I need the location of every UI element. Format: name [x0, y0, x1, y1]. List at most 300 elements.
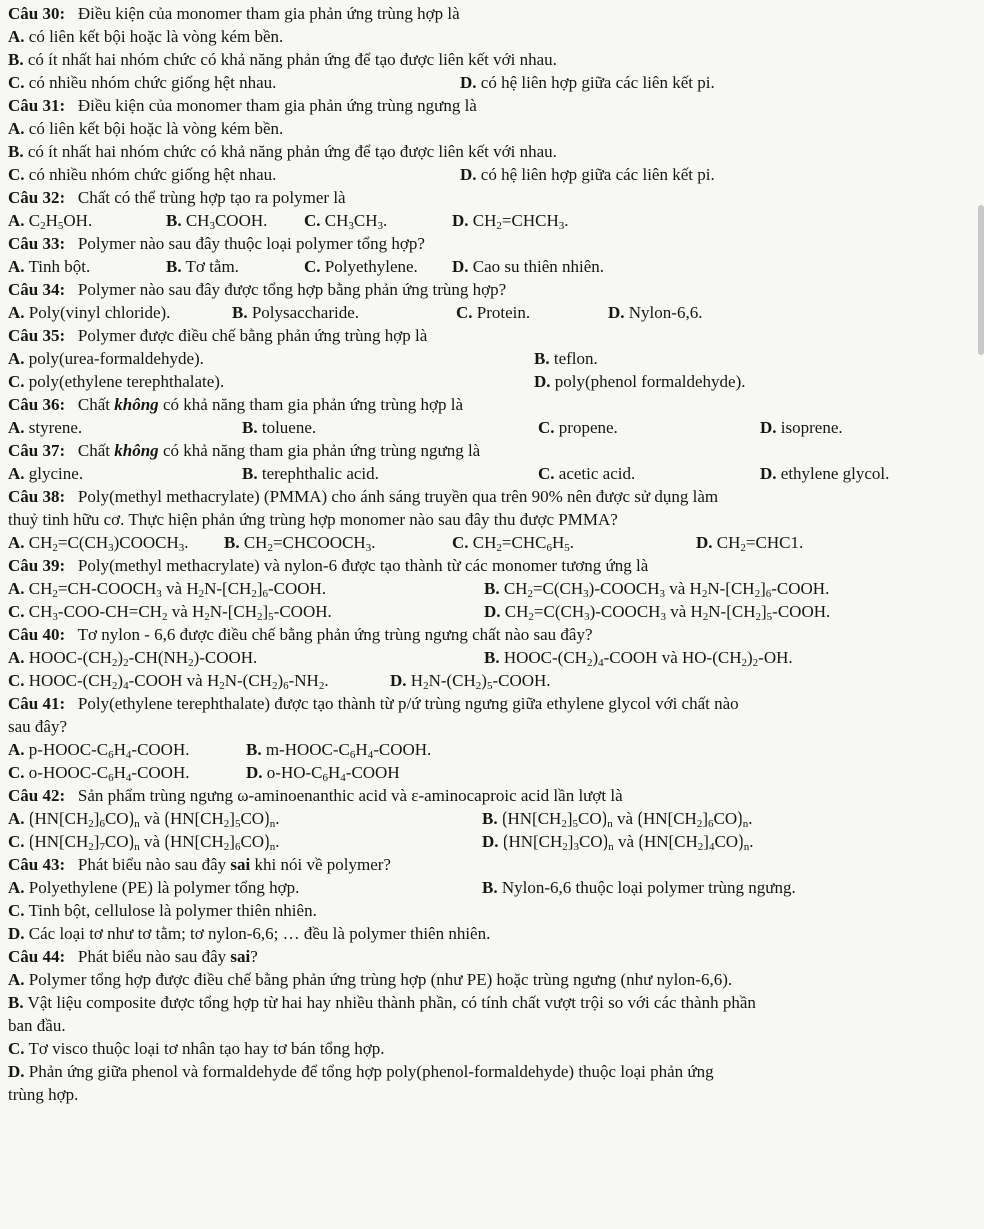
text	[460, 71, 715, 95]
option-c: C. $CH_2=CHC_6H_5$.	[452, 533, 574, 554]
subscript: 6	[546, 542, 552, 554]
option-letter: A.	[8, 211, 25, 230]
option-letter: C.	[8, 901, 25, 920]
option-letter: D.	[8, 1062, 25, 1081]
text: Chất có thể trùng hợp tạo ra polymer là	[77, 188, 346, 207]
text: Phát biểu nào sau đây	[77, 855, 227, 874]
text: Phát biểu nào sau đây	[77, 947, 227, 966]
option-letter: D.	[452, 211, 469, 230]
subscript: 2	[161, 611, 168, 623]
subscript: 5	[234, 818, 241, 830]
text	[242, 462, 379, 486]
subscript: 6	[234, 841, 241, 853]
question-37	[8, 439, 480, 463]
option-letter: B.	[482, 809, 498, 828]
text	[456, 301, 530, 325]
text	[8, 301, 170, 325]
subscript: 2	[188, 657, 194, 669]
text	[8, 347, 204, 371]
subscript: n	[269, 841, 276, 853]
subscript: 2	[754, 588, 761, 600]
option-d: có hệ liên hợp giữa các liên kết pi.	[480, 73, 715, 92]
options-ab	[8, 876, 976, 900]
option-a: Tinh bột.	[28, 257, 91, 276]
text: Phản ứng giữa phenol và formaldehyde để tổng hợp poly(phenol-formaldehyde) thuộc loại phản ứng	[28, 1062, 714, 1081]
subscript: 6	[108, 772, 114, 784]
subscript: 2	[702, 611, 709, 623]
option-letter: B.	[8, 142, 24, 161]
text: Câu 32:	[8, 188, 66, 207]
subscript: 4	[125, 772, 132, 784]
option-letter: B.	[242, 418, 258, 437]
option-b-cont	[8, 1014, 66, 1038]
options-ab	[8, 577, 976, 601]
subscript: 6	[322, 772, 328, 784]
option-d: D. $CH_2=CHCH_3$.	[452, 211, 569, 232]
option-b: B. $⟮HN[CH_2]_5CO⟯_n$ và $⟮HN[CH_2]_6CO⟯_n$.	[482, 809, 753, 830]
option-c: poly(ethylene terephthalate).	[28, 372, 225, 391]
subscript: 2	[740, 542, 746, 554]
question-31	[8, 94, 477, 118]
question-43	[8, 853, 391, 877]
text	[8, 416, 82, 440]
text: Câu 43:	[8, 855, 66, 874]
option-b: B. $m-HOOC-C_6H_4$-COOH.	[246, 740, 432, 761]
options-cd	[8, 669, 976, 693]
text: Poly(methyl methacrylate) (PMMA) cho ánh sáng truyền qua trên 90% nên được sử dụng làm	[77, 487, 719, 506]
subscript: 5	[766, 611, 773, 623]
options-ab	[8, 807, 976, 831]
subscript: 6	[108, 749, 114, 761]
subscript: 6	[262, 588, 268, 600]
options-cd	[8, 163, 976, 187]
text	[538, 462, 635, 486]
option-letter: A.	[8, 970, 25, 989]
text	[166, 255, 239, 279]
option-letter: A.	[8, 533, 25, 552]
option-c	[8, 899, 317, 923]
option-letter: D.	[452, 257, 469, 276]
text	[534, 370, 746, 394]
option-c: acetic acid.	[558, 464, 636, 483]
text: sau đây?	[8, 717, 68, 736]
option-letter: C.	[8, 165, 25, 184]
subscript: 3	[52, 611, 58, 623]
option-a: A. $⟮HN[CH_2]_6CO⟯_n$ và $⟮HN[CH_2]_5CO⟯_n$.	[8, 809, 280, 830]
subscript: 2	[111, 680, 118, 692]
option-letter: C.	[8, 832, 25, 851]
text: Polymer được điều chế bằng phản ứng trùng hợp là	[77, 326, 428, 345]
question-42	[8, 784, 623, 808]
option-letter: C.	[304, 257, 321, 276]
option-c: C. $CH_3-COO-CH=CH_2$ và $H_2N-[CH_2]_5$-COOH.	[8, 602, 332, 623]
option-b: B. $CH_3COOH$.	[166, 211, 268, 232]
subscript: 2	[271, 680, 278, 692]
option-letter: B.	[484, 648, 500, 667]
option-letter: A.	[8, 809, 25, 828]
subscript: 3	[156, 588, 162, 600]
subscript: 5	[57, 220, 64, 232]
text: Điều kiện của monomer tham gia phản ứng trùng ngưng là	[77, 96, 477, 115]
question-text: Điều kiện của monomer tham gia phản ứng trùng hợp là	[77, 4, 460, 23]
option-b: teflon.	[553, 349, 598, 368]
text	[760, 462, 889, 486]
option-letter: D.	[8, 924, 25, 943]
option-letter: D.	[534, 372, 551, 391]
subscript: 3	[659, 588, 666, 600]
text: Các loại tơ như tơ tằm; tơ nylon-6,6; … đều là polymer thiên nhiên.	[28, 924, 491, 943]
option-letter: A.	[8, 878, 25, 897]
subscript: 2	[40, 220, 46, 232]
option-c: C. $CH_3CH_3$.	[304, 211, 388, 232]
subscript: 3	[583, 588, 589, 600]
subscript: 3	[573, 841, 579, 853]
option-a: A. $C_2H_5OH$.	[8, 211, 93, 232]
option-letter: B.	[232, 303, 248, 322]
option-d: D. $⟮HN[CH_2]_3CO⟯_n$ và $⟮HN[CH_2]_4CO⟯_n$.	[482, 832, 754, 853]
question-39	[8, 554, 648, 578]
option-letter: A.	[8, 257, 25, 276]
option-d	[8, 1060, 714, 1084]
subscript: 4	[125, 749, 132, 761]
subscript: n	[269, 818, 276, 830]
option-letter: C.	[8, 73, 25, 92]
option-letter: D.	[608, 303, 625, 322]
question-33	[8, 232, 425, 256]
option-c: có nhiều nhóm chức giống hệt nhau.	[28, 73, 277, 92]
text: Poly(methyl methacrylate) và nylon-6 được tạo thành từ các monomer tương ứng là	[77, 556, 649, 575]
subscript: n	[134, 841, 140, 853]
options-row	[8, 531, 976, 555]
text: trùng hợp.	[8, 1085, 79, 1104]
subscript: 2	[257, 611, 263, 623]
text: có liên kết bội hoặc là vòng kém bền.	[28, 27, 284, 46]
option-letter: D.	[696, 533, 713, 552]
options-ab	[8, 347, 976, 371]
text	[538, 416, 618, 440]
text: thuỷ tinh hữu cơ. Thực hiện phản ứng trùng hợp monomer nào sau đây thu được PMMA?	[8, 510, 618, 529]
option-c: C. $⟮HN[CH_2]_7CO⟯_n$ và $⟮HN[CH_2]_6CO⟯_n$.	[8, 832, 280, 853]
option-d: D. $H_2N-(CH_2)_5$-COOH.	[390, 671, 551, 692]
text	[460, 163, 715, 187]
options-ab	[8, 646, 976, 670]
option-c: C. HOOC-$(CH_2)_4$-COOH và $H_2N-(CH_2)_6-NH_2$.	[8, 671, 329, 692]
option-b	[8, 140, 557, 164]
text: khi nói về polymer?	[254, 855, 391, 874]
text	[8, 163, 276, 187]
option-a	[8, 968, 732, 992]
subscript: 2	[123, 657, 129, 669]
option-letter: D.	[760, 418, 777, 437]
text	[242, 416, 316, 440]
option-b: terephthalic acid.	[261, 464, 379, 483]
subscript: 4	[598, 657, 604, 669]
subscript: 7	[99, 841, 105, 853]
options-cd	[8, 761, 976, 785]
text	[760, 416, 843, 440]
option-d-cont	[8, 1083, 78, 1107]
text: Câu 38:	[8, 487, 66, 506]
subscript: 2	[251, 588, 257, 600]
option-d: D. $o-HO-C_6H_4$-COOH	[246, 763, 400, 784]
option-letter: C.	[8, 671, 25, 690]
option-b	[8, 48, 557, 72]
option-letter: C.	[8, 763, 25, 782]
option-d	[8, 922, 490, 946]
text	[482, 876, 796, 900]
subscript: 6	[283, 680, 289, 692]
option-letter: A.	[8, 740, 25, 759]
option-letter: D.	[482, 832, 499, 851]
option-d: poly(phenol formaldehyde).	[554, 372, 746, 391]
option-a: Polyethylene (PE) là polymer tổng hợp.	[28, 878, 300, 897]
option-letter: B.	[8, 50, 24, 69]
subscript: 6	[708, 818, 714, 830]
option-letter: A.	[8, 579, 25, 598]
text: Chất	[77, 395, 111, 414]
option-a: Poly(vinyl chloride).	[28, 303, 171, 322]
subscript: 2	[219, 680, 225, 692]
subscript: n	[743, 841, 750, 853]
option-letter: A.	[8, 349, 25, 368]
subscript: 2	[741, 657, 747, 669]
option-d: ethylene glycol.	[780, 464, 890, 483]
option-letter: B.	[484, 579, 500, 598]
question-35	[8, 324, 427, 348]
question-44	[8, 945, 258, 969]
option-letter: C.	[8, 372, 25, 391]
text	[8, 876, 299, 900]
text: có liên kết bội hoặc là vòng kém bền.	[28, 119, 284, 138]
text: Câu 41:	[8, 694, 66, 713]
text: Câu 37:	[8, 441, 66, 460]
option-letter: C.	[538, 464, 555, 483]
text: Polymer nào sau đây được tổng hợp bằng phản ứng trùng hợp?	[77, 280, 507, 299]
subscript: n	[134, 818, 140, 830]
text: có khả năng tham gia phản ứng trùng hợp là	[162, 395, 463, 414]
text	[232, 301, 359, 325]
option-letter: B.	[166, 211, 182, 230]
options-cd	[8, 370, 976, 394]
question-36	[8, 393, 463, 417]
subscript: 2	[697, 841, 704, 853]
option-b: B. $CH_2=CHCOOCH_3$.	[224, 533, 376, 554]
text: Câu 40:	[8, 625, 66, 644]
subscript: 2	[528, 611, 534, 623]
option-a: poly(urea-formaldehyde).	[28, 349, 204, 368]
question-34	[8, 278, 506, 302]
option-a: A. $CH_2=C(CH_3)COOCH_3$.	[8, 533, 189, 554]
text: Tơ visco thuộc loại tơ nhân tạo hay tơ bán tổng hợp.	[28, 1039, 385, 1058]
text	[8, 462, 83, 486]
subscript: 2	[496, 220, 502, 232]
options-cd	[8, 71, 976, 95]
options-row	[8, 462, 976, 486]
option-d: có hệ liên hợp giữa các liên kết pi.	[480, 165, 715, 184]
option-d: Cao su thiên nhiên.	[472, 257, 605, 276]
subscript: 2	[475, 680, 482, 692]
text: Câu 31:	[8, 96, 66, 115]
subscript: 3	[377, 220, 384, 232]
question-41-cont	[8, 715, 67, 739]
option-letter: C.	[452, 533, 469, 552]
subscript: 5	[564, 542, 570, 554]
question-41	[8, 692, 739, 716]
text: Tơ nylon - 6,6 được điều chế bằng phản ứng trùng ngưng chất nào sau đây?	[77, 625, 593, 644]
option-letter: D.	[460, 73, 477, 92]
option-letter: D.	[460, 165, 477, 184]
text: sai	[230, 947, 251, 966]
scrollbar-thumb[interactable]	[978, 205, 984, 355]
option-c	[8, 1037, 385, 1061]
question-32	[8, 186, 346, 210]
text: ?	[250, 947, 258, 966]
text: ban đầu.	[8, 1016, 66, 1035]
subscript: 3	[584, 611, 590, 623]
text: có ít nhất hai nhóm chức có khả năng phản ứng để tạo được liên kết với nhau.	[27, 142, 557, 161]
subscript: 4	[367, 749, 374, 761]
options-row	[8, 301, 976, 325]
option-c: Polyethylene.	[324, 257, 418, 276]
option-letter: D.	[246, 763, 263, 782]
option-letter: C.	[8, 602, 25, 621]
option-a	[8, 117, 283, 141]
text: Câu 36:	[8, 395, 66, 414]
text	[304, 255, 418, 279]
text: Câu 44:	[8, 947, 66, 966]
subscript: n	[608, 841, 614, 853]
subscript: 2	[696, 818, 703, 830]
subscript: 5	[486, 680, 493, 692]
emphasis: không	[114, 441, 159, 460]
option-b: Nylon-6,6 thuộc loại polymer trùng ngưng.	[501, 878, 796, 897]
option-letter: C.	[304, 211, 321, 230]
option-c: C. $o-HOOC-C_6H_4$-COOH.	[8, 763, 190, 784]
question-38-cont	[8, 508, 618, 532]
subscript: 3	[108, 542, 114, 554]
subscript: 2	[701, 588, 708, 600]
options-row	[8, 255, 976, 279]
text	[8, 71, 276, 95]
option-letter: C.	[456, 303, 473, 322]
options-cd	[8, 600, 976, 624]
option-letter: B.	[224, 533, 240, 552]
text: Câu 34:	[8, 280, 66, 299]
subscript: 4	[340, 772, 346, 784]
subscript: 2	[88, 818, 94, 830]
option-b: Tơ tằm.	[185, 257, 239, 276]
option-d: isoprene.	[780, 418, 843, 437]
subscript: 6	[99, 818, 105, 830]
subscript: 2	[223, 841, 230, 853]
text	[608, 301, 702, 325]
text: Polymer tổng hợp được điều chế bằng phản ứng trùng hợp (như PE) hoặc trùng ngưng (như nylon-6,6).	[28, 970, 733, 989]
subscript: n	[607, 818, 613, 830]
option-letter: D.	[484, 602, 501, 621]
text: Câu 33:	[8, 234, 66, 253]
option-c: propene.	[558, 418, 618, 437]
subscript: 2	[318, 680, 325, 692]
option-a: A. HOOC-$(CH_2)_2-CH(NH_2)$-COOH.	[8, 648, 258, 669]
option-letter: B.	[242, 464, 258, 483]
subscript: 2	[496, 542, 502, 554]
options-ab	[8, 738, 976, 762]
text: Câu 42:	[8, 786, 66, 805]
subscript: 3	[209, 220, 215, 232]
subscript: 2	[586, 657, 593, 669]
text	[534, 347, 598, 371]
option-a	[8, 25, 283, 49]
text: Chất	[77, 441, 111, 460]
subscript: 3	[660, 611, 666, 623]
text	[452, 255, 604, 279]
subscript: 2	[223, 818, 230, 830]
option-letter: B.	[8, 993, 24, 1012]
option-letter: A.	[8, 303, 25, 322]
subscript: 2	[52, 588, 58, 600]
option-d: Nylon-6,6.	[628, 303, 703, 322]
subscript: 2	[423, 680, 429, 692]
option-a: glycine.	[28, 464, 84, 483]
text: có khả năng tham gia phản ứng trùng ngưng là	[162, 441, 481, 460]
text: Sản phẩm trùng ngưng ω-aminoenanthic acid và ε-aminocaproic acid lần lượt là	[77, 786, 623, 805]
subscript: 3	[178, 542, 185, 554]
subscript: 2	[562, 841, 568, 853]
text: có ít nhất hai nhóm chức có khả năng phản ứng để tạo được liên kết với nhau.	[27, 50, 557, 69]
text	[8, 255, 90, 279]
option-b: B. HOOC-$(CH_2)_4$-COOH và $HO-(CH_2)_2-OH$.	[484, 648, 793, 669]
subscript: 6	[765, 588, 772, 600]
text	[8, 370, 224, 394]
option-a: A. $CH_2=CH-COOCH_3$ và $H_2N-[CH_2]_6$-COOH.	[8, 579, 327, 600]
question-40	[8, 623, 593, 647]
option-letter: B.	[482, 878, 498, 897]
text: Vật liệu composite được tổng hợp từ hai hay nhiều thành phần, có tính chất vượt trội so với các thành phần	[27, 993, 756, 1012]
options-row	[8, 416, 976, 440]
subscript: 2	[88, 841, 94, 853]
subscript: n	[742, 818, 749, 830]
subscript: 2	[752, 657, 759, 669]
option-c: có nhiều nhóm chức giống hệt nhau.	[28, 165, 277, 184]
option-letter: A.	[8, 464, 25, 483]
text: Câu 35:	[8, 326, 66, 345]
text: Tinh bột, cellulose là polymer thiên nhiên.	[28, 901, 317, 920]
option-d: D. $CH_2=CHC1$.	[696, 533, 804, 554]
option-d: D. $CH_2=C(CH_3)-COOCH_3$ và $H_2N-[CH_2]_5$-COOH.	[484, 602, 831, 623]
question-30	[8, 2, 460, 26]
option-letter: A.	[8, 119, 25, 138]
subscript: 5	[572, 818, 579, 830]
subscript: 4	[123, 680, 129, 692]
options-cd	[8, 830, 976, 854]
option-b: toluene.	[261, 418, 317, 437]
option-letter: C.	[538, 418, 555, 437]
option-c: Protein.	[476, 303, 531, 322]
subscript: 2	[527, 588, 533, 600]
subscript: 6	[349, 749, 356, 761]
option-b: B. $CH_2=C(CH_3)-COOCH_3$ và $H_2N-[CH_2]_6$-COOH.	[484, 579, 830, 600]
option-letter: D.	[760, 464, 777, 483]
subscript: 2	[204, 611, 210, 623]
subscript: 2	[267, 542, 273, 554]
question-38	[8, 485, 718, 509]
text: Poly(ethylene terephthalate) được tạo thành từ p/ứ trùng ngưng giữa ethylene glycol với chất nào	[77, 694, 739, 713]
exam-page	[8, 0, 976, 1229]
option-letter: B.	[246, 740, 262, 759]
emphasis: không	[114, 395, 159, 414]
option-b: Polysaccharide.	[251, 303, 359, 322]
text: Polymer nào sau đây thuộc loại polymer tổng hợp?	[77, 234, 425, 253]
